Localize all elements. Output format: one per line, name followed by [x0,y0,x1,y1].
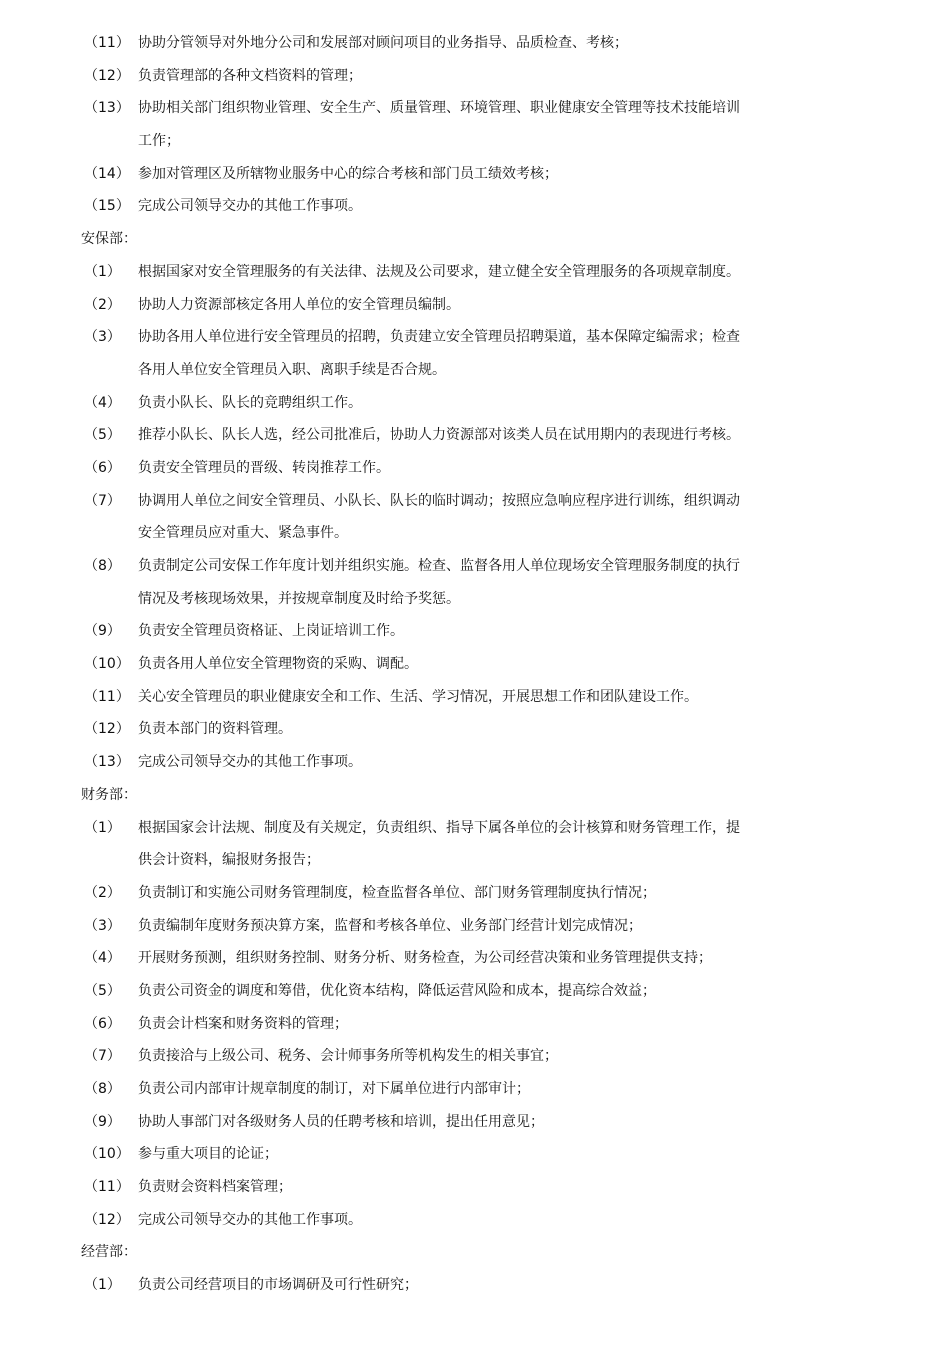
list-item [0,910,950,943]
item-number: （4） [84,950,121,967]
item-number: （15） [84,198,130,215]
item-text: 协助分管领导对外地分公司和发展部对顾问项目的业务指导、品质检查、考核； [138,35,628,51]
item-number: （5） [84,982,121,999]
list-item [0,942,950,975]
list-item [0,419,950,452]
list-item [0,812,950,845]
list-item-continuation [0,354,950,387]
item-text: 负责各用人单位安全管理物资的采购、调配。 [138,656,418,673]
list-item [0,158,950,191]
list-item [0,1073,950,1106]
item-text-continued: 工作； [138,133,180,150]
item-number: （2） [84,296,121,313]
item-text: 协助人事部门对各级财务人员的任聘考核和培训，提出任用意见； [138,1113,544,1130]
item-text: 协助相关部门组织物业管理、安全生产、质量管理、环境管理、职业健康安全管理等技术技能培训 [138,100,740,117]
item-number: （11） [84,35,130,51]
list-item [0,190,950,223]
item-text: 负责编制年度财务预决算方案，监督和考核各单位、业务部门经营计划完成情况； [138,917,642,934]
item-number: （3） [84,329,121,346]
item-number: （7） [84,1048,121,1065]
item-text-continued: 情况及考核现场效果，并按规章制度及时给予奖惩。 [138,590,460,607]
list-item [0,92,950,125]
item-number: （4） [84,394,121,411]
item-number: （12） [84,67,130,84]
item-number: （6） [84,1015,121,1032]
item-text: 完成公司领导交办的其他工作事项。 [138,754,362,771]
list-item [0,648,950,681]
item-text: 根据国家会计法规、制度及有关规定，负责组织、指导下属各单位的会计核算和财务管理工作，提 [138,819,740,836]
list-item [0,681,950,714]
item-number: （2） [84,884,121,901]
list-item [0,713,950,746]
item-number: （10） [84,656,130,673]
item-text: 负责制订和实施公司财务管理制度，检查监督各单位、部门财务管理制度执行情况； [138,884,656,901]
list-item [0,289,950,322]
item-text: 负责接洽与上级公司、税务、会计师事务所等机构发生的相关事宜； [138,1048,558,1065]
item-text: 关心安全管理员的职业健康安全和工作、生活、学习情况，开展思想工作和团队建设工作。 [138,688,698,705]
item-number: （1） [84,263,121,280]
item-text: 参加对管理区及所辖物业服务中心的综合考核和部门员工绩效考核； [138,165,558,182]
item-number: （14） [84,165,130,182]
item-number: （12） [84,1211,130,1228]
item-number: （9） [84,1113,121,1130]
item-text: 负责小队长、队长的竞聘组织工作。 [138,394,362,411]
item-text: 负责财会资料档案管理； [138,1179,292,1196]
item-number: （11） [84,688,130,705]
item-text: 协助人力资源部核定各用人单位的安全管理员编制。 [138,296,460,313]
list-item [0,615,950,648]
list-item-continuation [0,844,950,877]
list-item [0,485,950,518]
item-text: 协调用人单位之间安全管理员、小队长、队长的临时调动；按照应急响应程序进行训练，组织调动 [138,492,740,509]
item-number: （8） [84,558,121,574]
item-number: （10） [84,1146,130,1163]
item-text: 完成公司领导交办的其他工作事项。 [138,198,362,215]
item-text: 负责本部门的资料管理。 [138,721,292,738]
list-item [0,1269,950,1302]
item-text: 负责公司内部审计规章制度的制订，对下属单位进行内部审计； [138,1081,530,1097]
list-item [0,550,950,583]
item-text: 开展财务预测，组织财务控制、财务分析、财务检查，为公司经营决策和业务管理提供支持； [138,950,712,967]
item-text: 协助各用人单位进行安全管理员的招聘，负责建立安全管理员招聘渠道，基本保障定编需求；检查 [138,329,740,346]
item-number: （8） [84,1081,121,1097]
item-text-continued: 安全管理员应对重大、紧急事件。 [138,525,348,542]
list-item [0,1138,950,1171]
item-text: 负责安全管理员的晋级、转岗推荐工作。 [138,459,390,476]
list-item [0,1040,950,1073]
document-page [0,27,950,1302]
list-item-continuation [0,517,950,550]
item-number: （6） [84,459,121,476]
list-item [0,321,950,354]
item-text: 推荐小队长、队长人选，经公司批准后，协助人力资源部对该类人员在试用期内的表现进行考核。 [138,427,740,444]
list-item [0,1171,950,1204]
list-item [0,452,950,485]
list-item [0,877,950,910]
item-text-continued: 各用人单位安全管理员入职、离职手续是否合规。 [138,361,446,378]
item-number: （7） [84,492,121,509]
list-item [0,387,950,420]
item-text: 参与重大项目的论证； [138,1146,278,1163]
list-item-continuation [0,125,950,158]
list-item [0,27,950,60]
list-item [0,746,950,779]
item-number: （9） [84,623,121,640]
item-text: 负责安全管理员资格证、上岗证培训工作。 [138,623,404,640]
item-number: （1） [84,1277,121,1294]
section-heading: 财务部： [81,786,137,803]
list-item [0,1106,950,1139]
item-number: （1） [84,819,121,836]
list-item [0,60,950,93]
item-number: （3） [84,917,121,934]
list-item [0,975,950,1008]
item-text: 负责会计档案和财务资料的管理； [138,1015,348,1032]
item-text-continued: 供会计资料，编报财务报告； [138,852,320,869]
item-text: 根据国家对安全管理服务的有关法律、法规及公司要求，建立健全安全管理服务的各项规章制度。 [138,263,740,280]
item-text: 负责公司资金的调度和筹借，优化资本结构，降低运营风险和成本，提高综合效益； [138,982,656,999]
list-item-continuation [0,583,950,616]
list-item [0,1204,950,1237]
list-item [0,256,950,289]
item-text: 负责制定公司安保工作年度计划并组织实施。检查、监督各用人单位现场安全管理服务制度的执行 [138,558,740,574]
item-text: 完成公司领导交办的其他工作事项。 [138,1211,362,1228]
section-heading: 经营部： [81,1244,137,1261]
item-number: （11） [84,1179,130,1196]
list-item [0,1008,950,1041]
item-number: （12） [84,721,130,738]
item-text: 负责公司经营项目的市场调研及可行性研究； [138,1277,418,1294]
item-number: （13） [84,754,130,771]
item-text: 负责管理部的各种文档资料的管理； [138,67,362,84]
item-number: （13） [84,100,130,117]
item-number: （5） [84,427,121,444]
section-heading: 安保部： [81,231,137,248]
